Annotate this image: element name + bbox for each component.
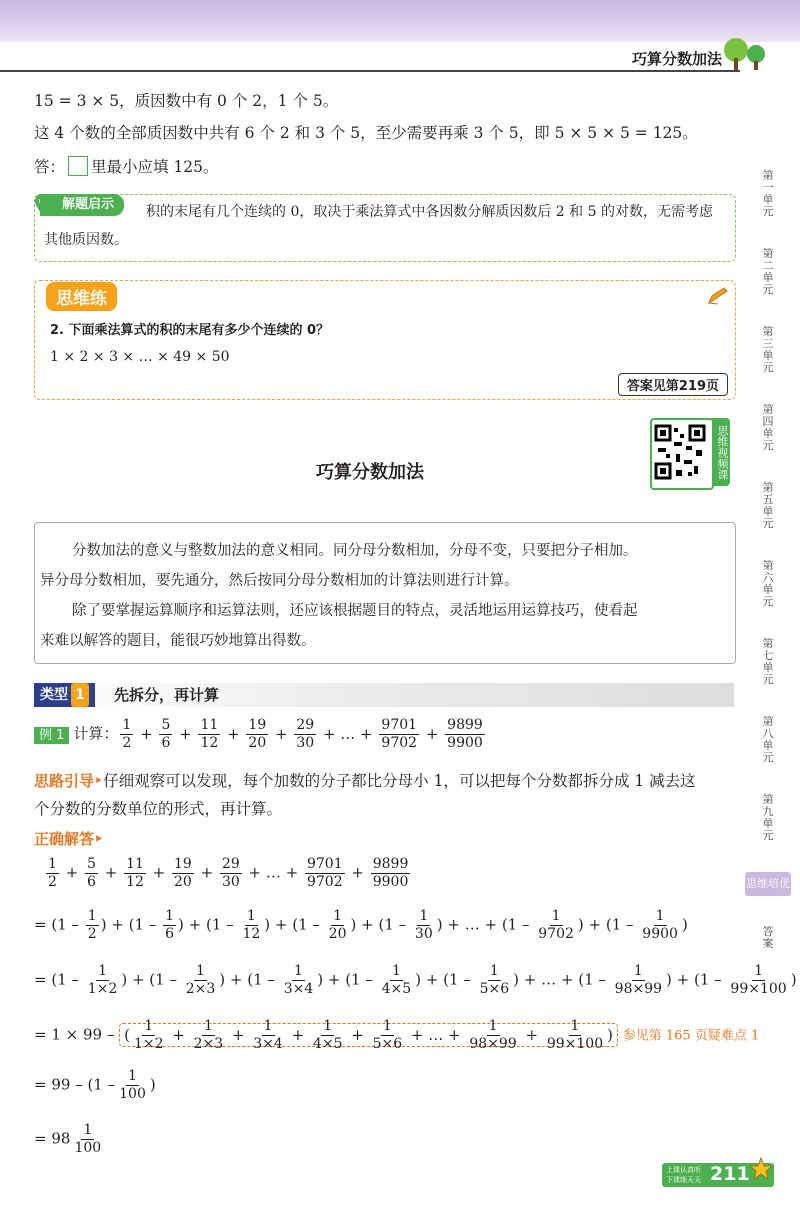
fraction — [311, 1018, 345, 1053]
fraction — [467, 1018, 518, 1053]
step-row-2: = (1 – $\frac{1}{2}$ ) + (1 – $\frac{1}{6}$ ) + (1 – $\frac{1}{12}$ ) + (1 – $\frac{1}{20}$ ) + (1 – $\frac{1}{30}$ ) + … + (1 – $\frac{1}{9702}$ ) + (1 – $\frac{1}{9900}$ ) — [34, 908, 688, 942]
star-mascot-icon — [750, 1157, 772, 1183]
sidebar-item[interactable]: 答案 — [762, 925, 774, 950]
numerator: 29 — [221, 856, 240, 872]
row4-prefix: = 1 × 99 – — [34, 1025, 115, 1044]
fraction — [251, 1018, 285, 1053]
guide-text-1: 仔细观察可以发现，每个加数的分子都比分母小 1，可以把每个分数都拆分成 1 减去这 — [103, 772, 696, 790]
type-number: 1 — [71, 683, 89, 707]
numerator: 1 — [419, 908, 429, 924]
numerator: 1 — [83, 1122, 93, 1138]
step-row-5: = 99 – (1 – $\frac{1}{100}$ ) — [34, 1068, 156, 1102]
footer-slogan-2: 下课练天天 — [666, 1176, 701, 1184]
denominator: 99×100 — [546, 1036, 604, 1052]
step-row-3: = (1 – $\frac{1}{1\times 2}$ ) + (1 – $\frac{1}{2\times 3}$ ) + (1 – $\frac{1}{3\times 4}$ ) + (1 – $\frac{1}{4\times 5}$ ) + (1 – $\frac{1}{5\times 6}$ ) + … + (1 – $\frac{1}{98\times 99}$ ) + (1 – $\frac{1}{99\times 100}$ ) — [34, 963, 797, 997]
fraction — [117, 1068, 148, 1103]
unit-sidebar — [748, 170, 788, 980]
section-title: 巧算分数加法 — [316, 462, 424, 483]
denominator: 4×5 — [381, 981, 412, 997]
fraction — [371, 1018, 405, 1053]
numerator: 1 — [203, 1018, 213, 1034]
example-expression: $\frac{1}{2}$ + $\frac{5}{6}$ + $\frac{11}{12}$ + $\frac{19}{20}$ + $\frac{29}{30}$ + … + $\frac{9701}{9702}$ + $\frac{9899}{9900}$ — [122, 717, 483, 751]
header-rule — [0, 70, 740, 72]
solution-line-2: 这 4 个数的全部质因数中共有 6 个 2 和 3 个 5，至少需要再乘 3 个 5，即 5 × 5 × 5 = 125。 — [34, 124, 698, 142]
numerator: 1 — [144, 1018, 154, 1034]
numerator: 11 — [200, 717, 219, 733]
fraction — [198, 717, 220, 752]
row6-prefix: = 98 — [34, 1129, 71, 1148]
denominator: 30 — [221, 874, 240, 890]
sidebar-item[interactable]: 第四单元 — [762, 403, 774, 452]
fraction — [613, 963, 664, 998]
denominator: 2 — [87, 926, 97, 942]
denominator: 98×99 — [614, 981, 663, 997]
denominator: 20 — [328, 926, 347, 942]
denominator: 12 — [200, 735, 219, 751]
numerator: 1 — [489, 963, 499, 979]
denominator: 100 — [119, 1086, 146, 1102]
pencil-icon — [706, 286, 730, 306]
practice-tag: 思维练 — [46, 282, 117, 311]
denominator: 98×99 — [469, 1036, 517, 1052]
fraction — [305, 856, 345, 891]
fraction — [478, 963, 512, 998]
fraction — [172, 856, 194, 891]
row5-prefix: = 99 – (1 – — [34, 1075, 116, 1094]
practice-question: 2. 下面乘法算式的积的末尾有多少个连续的 0？ — [50, 323, 330, 338]
sidebar-item[interactable]: 思维培优 — [745, 872, 791, 896]
denominator: 2 — [122, 735, 132, 751]
intro-line-3: 除了要掌握运算顺序和运算法则，还应该根据题目的特点，灵活地运用运算技巧，使看起 — [72, 603, 638, 619]
intro-line-2: 异分母分数相加，要先通分，然后按同分母分数相加的计算法则进行计算。 — [40, 573, 519, 589]
denominator: 3×4 — [283, 981, 314, 997]
denominator: 6 — [165, 926, 175, 942]
answer-blank-box — [68, 156, 88, 176]
correct-answer-text: 正确解答 — [34, 830, 95, 848]
sidebar-item[interactable]: 第三单元 — [762, 325, 774, 374]
header-title: 巧算分数加法 — [631, 50, 722, 68]
correct-answer-label: 正确解答‣ — [34, 830, 104, 848]
intro-line-1: 分数加法的意义与整数加法的意义相同。同分母分数相加，分母不变，只要把分子相加。 — [72, 543, 638, 559]
type-tag — [34, 683, 95, 707]
answer-prefix: 答： — [34, 158, 66, 176]
row5-fraction — [115, 1068, 150, 1102]
solution-line-1: 15 = 3 × 5，质因数中有 0 个 2，1 个 5。 — [34, 92, 339, 110]
guide-label: 思路引导 — [34, 772, 95, 790]
fraction — [640, 908, 680, 943]
step-row-6 — [34, 1122, 105, 1157]
answer-suffix: 里最小应填 125。 — [91, 158, 219, 176]
fraction — [192, 1018, 226, 1053]
numerator: 1 — [246, 908, 256, 924]
numerator: 9701 — [306, 856, 343, 872]
fraction — [86, 908, 99, 943]
denominator: 99×100 — [730, 981, 787, 997]
step-row-1: $\frac{1}{2}$ + $\frac{5}{6}$ + $\frac{11}{12}$ + $\frac{19}{20}$ + $\frac{29}{30}$ + … + $\frac{9701}{9702}$ + $\frac{9899}{9900}$ — [48, 856, 409, 890]
example-prefix: 计算： — [73, 724, 119, 743]
numerator: 9899 — [447, 717, 483, 733]
type-tag-label: 类型 — [40, 687, 68, 703]
fraction — [159, 717, 172, 752]
denominator: 12 — [242, 926, 261, 942]
fraction — [46, 856, 59, 891]
example-label: 例 1 — [34, 727, 69, 744]
fraction — [163, 908, 176, 943]
denominator: 9702 — [381, 735, 418, 751]
denominator: 9900 — [372, 874, 409, 890]
fraction — [380, 963, 414, 998]
sidebar-item[interactable]: 第一单元 — [762, 169, 774, 218]
numerator: 1 — [391, 963, 401, 979]
numerator: 1 — [165, 908, 175, 924]
answer-line — [34, 156, 219, 178]
guide-line-2: 个分数的分数单位的形式，再计算。 — [34, 800, 283, 818]
fraction — [86, 963, 120, 998]
numerator: 5 — [161, 717, 171, 733]
denominator: 30 — [296, 735, 315, 751]
numerator: 1 — [128, 1068, 137, 1084]
type-title: 先拆分，再计算 — [114, 686, 220, 704]
hint-tag: 解题启示 — [40, 194, 124, 216]
fraction — [545, 1018, 605, 1053]
numerator: 1 — [333, 908, 343, 924]
page-footer-badge — [662, 1163, 774, 1187]
numerator: 1 — [294, 963, 303, 979]
fraction — [246, 717, 268, 752]
denominator: 100 — [74, 1140, 102, 1156]
fraction — [72, 1122, 103, 1157]
numerator: 1 — [48, 856, 57, 872]
denominator: 12 — [126, 874, 144, 890]
sidebar-item[interactable]: 第九单元 — [762, 793, 774, 842]
numerator: 29 — [296, 717, 315, 733]
denominator: 2×3 — [193, 1036, 224, 1052]
denominator: 3×4 — [253, 1036, 283, 1052]
telescoping-box: ( $\frac{1}{1\times 2}$ + $\frac{1}{2\times 3}$ + $\frac{1}{3\times 4}$ + $\frac{1}{4\times 5}$ + $\frac{1}{5\times 6}$ + … + $\frac{1}{98\times 99}$ + $\frac{1}{99\times 100}$ ) — [119, 1023, 618, 1047]
fraction — [85, 856, 98, 891]
sidebar-item[interactable]: 第五单元 — [762, 481, 774, 530]
row4-reference: 参见第 165 页疑难点 1 — [622, 1028, 760, 1044]
denominator: 9702 — [306, 874, 343, 890]
denominator: 5×6 — [372, 1036, 403, 1052]
denominator: 1×2 — [133, 1036, 164, 1052]
footer-slogan-1: 上课认真听 — [666, 1166, 701, 1174]
fraction — [371, 856, 411, 891]
denominator: 1×2 — [87, 981, 118, 997]
sidebar-item[interactable]: 第八单元 — [762, 715, 774, 764]
denominator: 4×5 — [312, 1036, 343, 1052]
tree-icon — [722, 36, 766, 72]
numerator: 19 — [248, 717, 267, 733]
numerator: 1 — [633, 963, 643, 979]
numerator: 1 — [323, 1018, 333, 1034]
fraction — [120, 717, 133, 752]
numerator: 1 — [570, 1018, 580, 1034]
numerator: 1 — [551, 908, 561, 924]
fraction — [413, 908, 435, 943]
page-number: 211 — [710, 1163, 750, 1185]
top-decoration-band — [0, 0, 800, 42]
step-row-4 — [34, 1018, 759, 1053]
row6-fraction — [70, 1122, 105, 1156]
sidebar-item[interactable]: 第二单元 — [762, 247, 774, 296]
numerator: 1 — [382, 1018, 392, 1034]
denominator: 2×3 — [185, 981, 216, 997]
sidebar-item[interactable]: 第六单元 — [762, 559, 774, 608]
example-1 — [34, 717, 487, 752]
fraction — [379, 717, 419, 752]
fraction — [294, 717, 316, 752]
numerator: 1 — [488, 1018, 498, 1034]
numerator: 11 — [126, 856, 144, 872]
numerator: 1 — [87, 908, 97, 924]
fraction — [132, 1018, 166, 1053]
fraction — [282, 963, 316, 998]
fraction — [445, 717, 485, 752]
denominator: 9900 — [642, 926, 678, 942]
numerator: 9701 — [381, 717, 418, 733]
fraction — [327, 908, 349, 943]
numerator: 1 — [655, 908, 665, 924]
hint-line-2: 其他质因数。 — [44, 232, 128, 248]
fraction — [536, 908, 576, 943]
denominator: 9900 — [447, 735, 483, 751]
intro-line-4: 来难以解答的题目，能很巧妙地算出得数。 — [40, 633, 316, 649]
denominator: 9702 — [538, 926, 574, 942]
numerator: 19 — [174, 856, 192, 872]
denominator: 20 — [248, 735, 267, 751]
fraction — [220, 856, 242, 891]
numerator: 5 — [87, 856, 96, 872]
sidebar-item[interactable]: 第七单元 — [762, 637, 774, 686]
denominator: 20 — [174, 874, 192, 890]
guide-line-1: 思路引导‣仔细观察可以发现，每个加数的分子都比分母小 1，可以把每个分数都拆分成 1 减去这 — [34, 772, 696, 790]
hint-line-1: 积的末尾有几个连续的 0，取决于乘法算式中各因数分解质因数后 2 和 5 的对数，无需考虑 — [146, 204, 713, 220]
numerator: 1 — [263, 1018, 273, 1034]
answer-reference-badge[interactable]: 答案见第219页 — [618, 373, 728, 396]
denominator: 30 — [414, 926, 433, 942]
numerator: 1 — [196, 963, 205, 979]
numerator: 9899 — [372, 856, 409, 872]
denominator: 6 — [161, 735, 171, 751]
fraction — [184, 963, 218, 998]
denominator: 2 — [48, 874, 57, 890]
fraction — [124, 856, 146, 891]
numerator: 1 — [754, 963, 764, 979]
fraction — [240, 908, 262, 943]
denominator: 6 — [87, 874, 96, 890]
video-lesson-label: 思维视频课 — [712, 418, 730, 486]
practice-expression: 1 × 2 × 3 × … × 49 × 50 — [50, 349, 230, 365]
denominator: 5×6 — [479, 981, 510, 997]
numerator: 1 — [122, 717, 132, 733]
numerator: 1 — [98, 963, 108, 979]
